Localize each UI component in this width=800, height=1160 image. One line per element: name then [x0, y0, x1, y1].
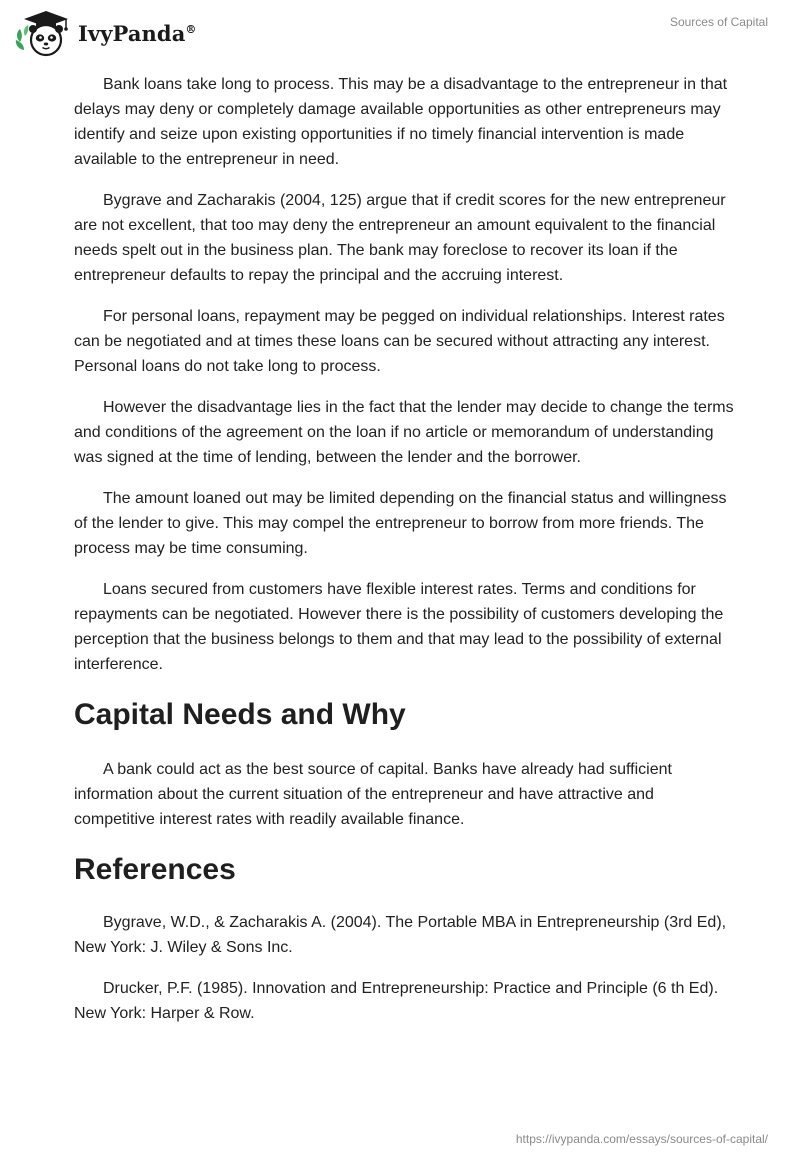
brand-name: IvyPanda® — [78, 20, 197, 46]
document-title: Sources of Capital — [669, 15, 768, 29]
body-paragraph: Bank loans take long to process. This may be a disadvantage to the entrepreneur in that delays may deny or completely damage available opportunities as other entrepreneurs may identify and seize upon existing opportunities if no timely financial intervention is made available to the entrepreneur in need. — [74, 76, 728, 168]
page-header — [0, 0, 800, 64]
footer-source-url[interactable]: https://ivypanda.com/essays/sources-of-capital/ — [515, 1132, 768, 1146]
section-heading-capital-needs: Capital Needs and Why — [74, 698, 406, 731]
essay-content — [74, 72, 734, 1042]
body-paragraph: The amount loaned out may be limited depending on the financial status and willingness of the lender to give. This may compel the entrepreneur to borrow from more friends. The process may be time consuming. — [74, 490, 727, 557]
body-paragraph: Bygrave and Zacharakis (2004, 125) argue that if credit scores for the new entrepreneur are not excellent, that too may deny the entrepreneur an amount equivalent to the financial needs spelt out in the business plan. The bank may foreclose to recover its loan if the entrepreneur defaults to repay the principal and the accruing interest. — [74, 192, 726, 284]
body-paragraph: A bank could act as the best source of capital. Banks have already had sufficient information about the current situation of the entrepreneur and have attractive and competitive interest rates with readily available finance. — [74, 761, 672, 828]
reference-item: Drucker, P.F. (1985). Innovation and Entrepreneurship: Practice and Principle (6 th Ed). New York: Harper & Row. — [74, 980, 719, 1022]
body-paragraph: For personal loans, repayment may be pegged on individual relationships. Interest rates can be negotiated and at times these loans can be secured without attracting any interest. Personal loans do not take long to process. — [74, 308, 725, 375]
reference-item: Bygrave, W.D., & Zacharakis A. (2004). The Portable MBA in Entrepreneurship (3rd Ed), New York: J. Wiley & Sons Inc. — [74, 914, 727, 956]
panda-graduate-icon — [14, 8, 72, 58]
body-paragraph: However the disadvantage lies in the fact that the lender may decide to change the terms and conditions of the agreement on the loan if no article or memorandum of understanding was signed at the time of lending, between the lender and the borrower. — [74, 399, 734, 466]
brand-logo-link[interactable] — [14, 8, 197, 58]
section-heading-references: References — [74, 853, 236, 886]
body-paragraph: Loans secured from customers have flexible interest rates. Terms and conditions for repayments can be negotiated. However there is the possibility of customers developing the perception that the business belongs to them and that may lead to the possibility of external interference. — [74, 581, 724, 673]
registered-mark: ® — [185, 22, 197, 36]
